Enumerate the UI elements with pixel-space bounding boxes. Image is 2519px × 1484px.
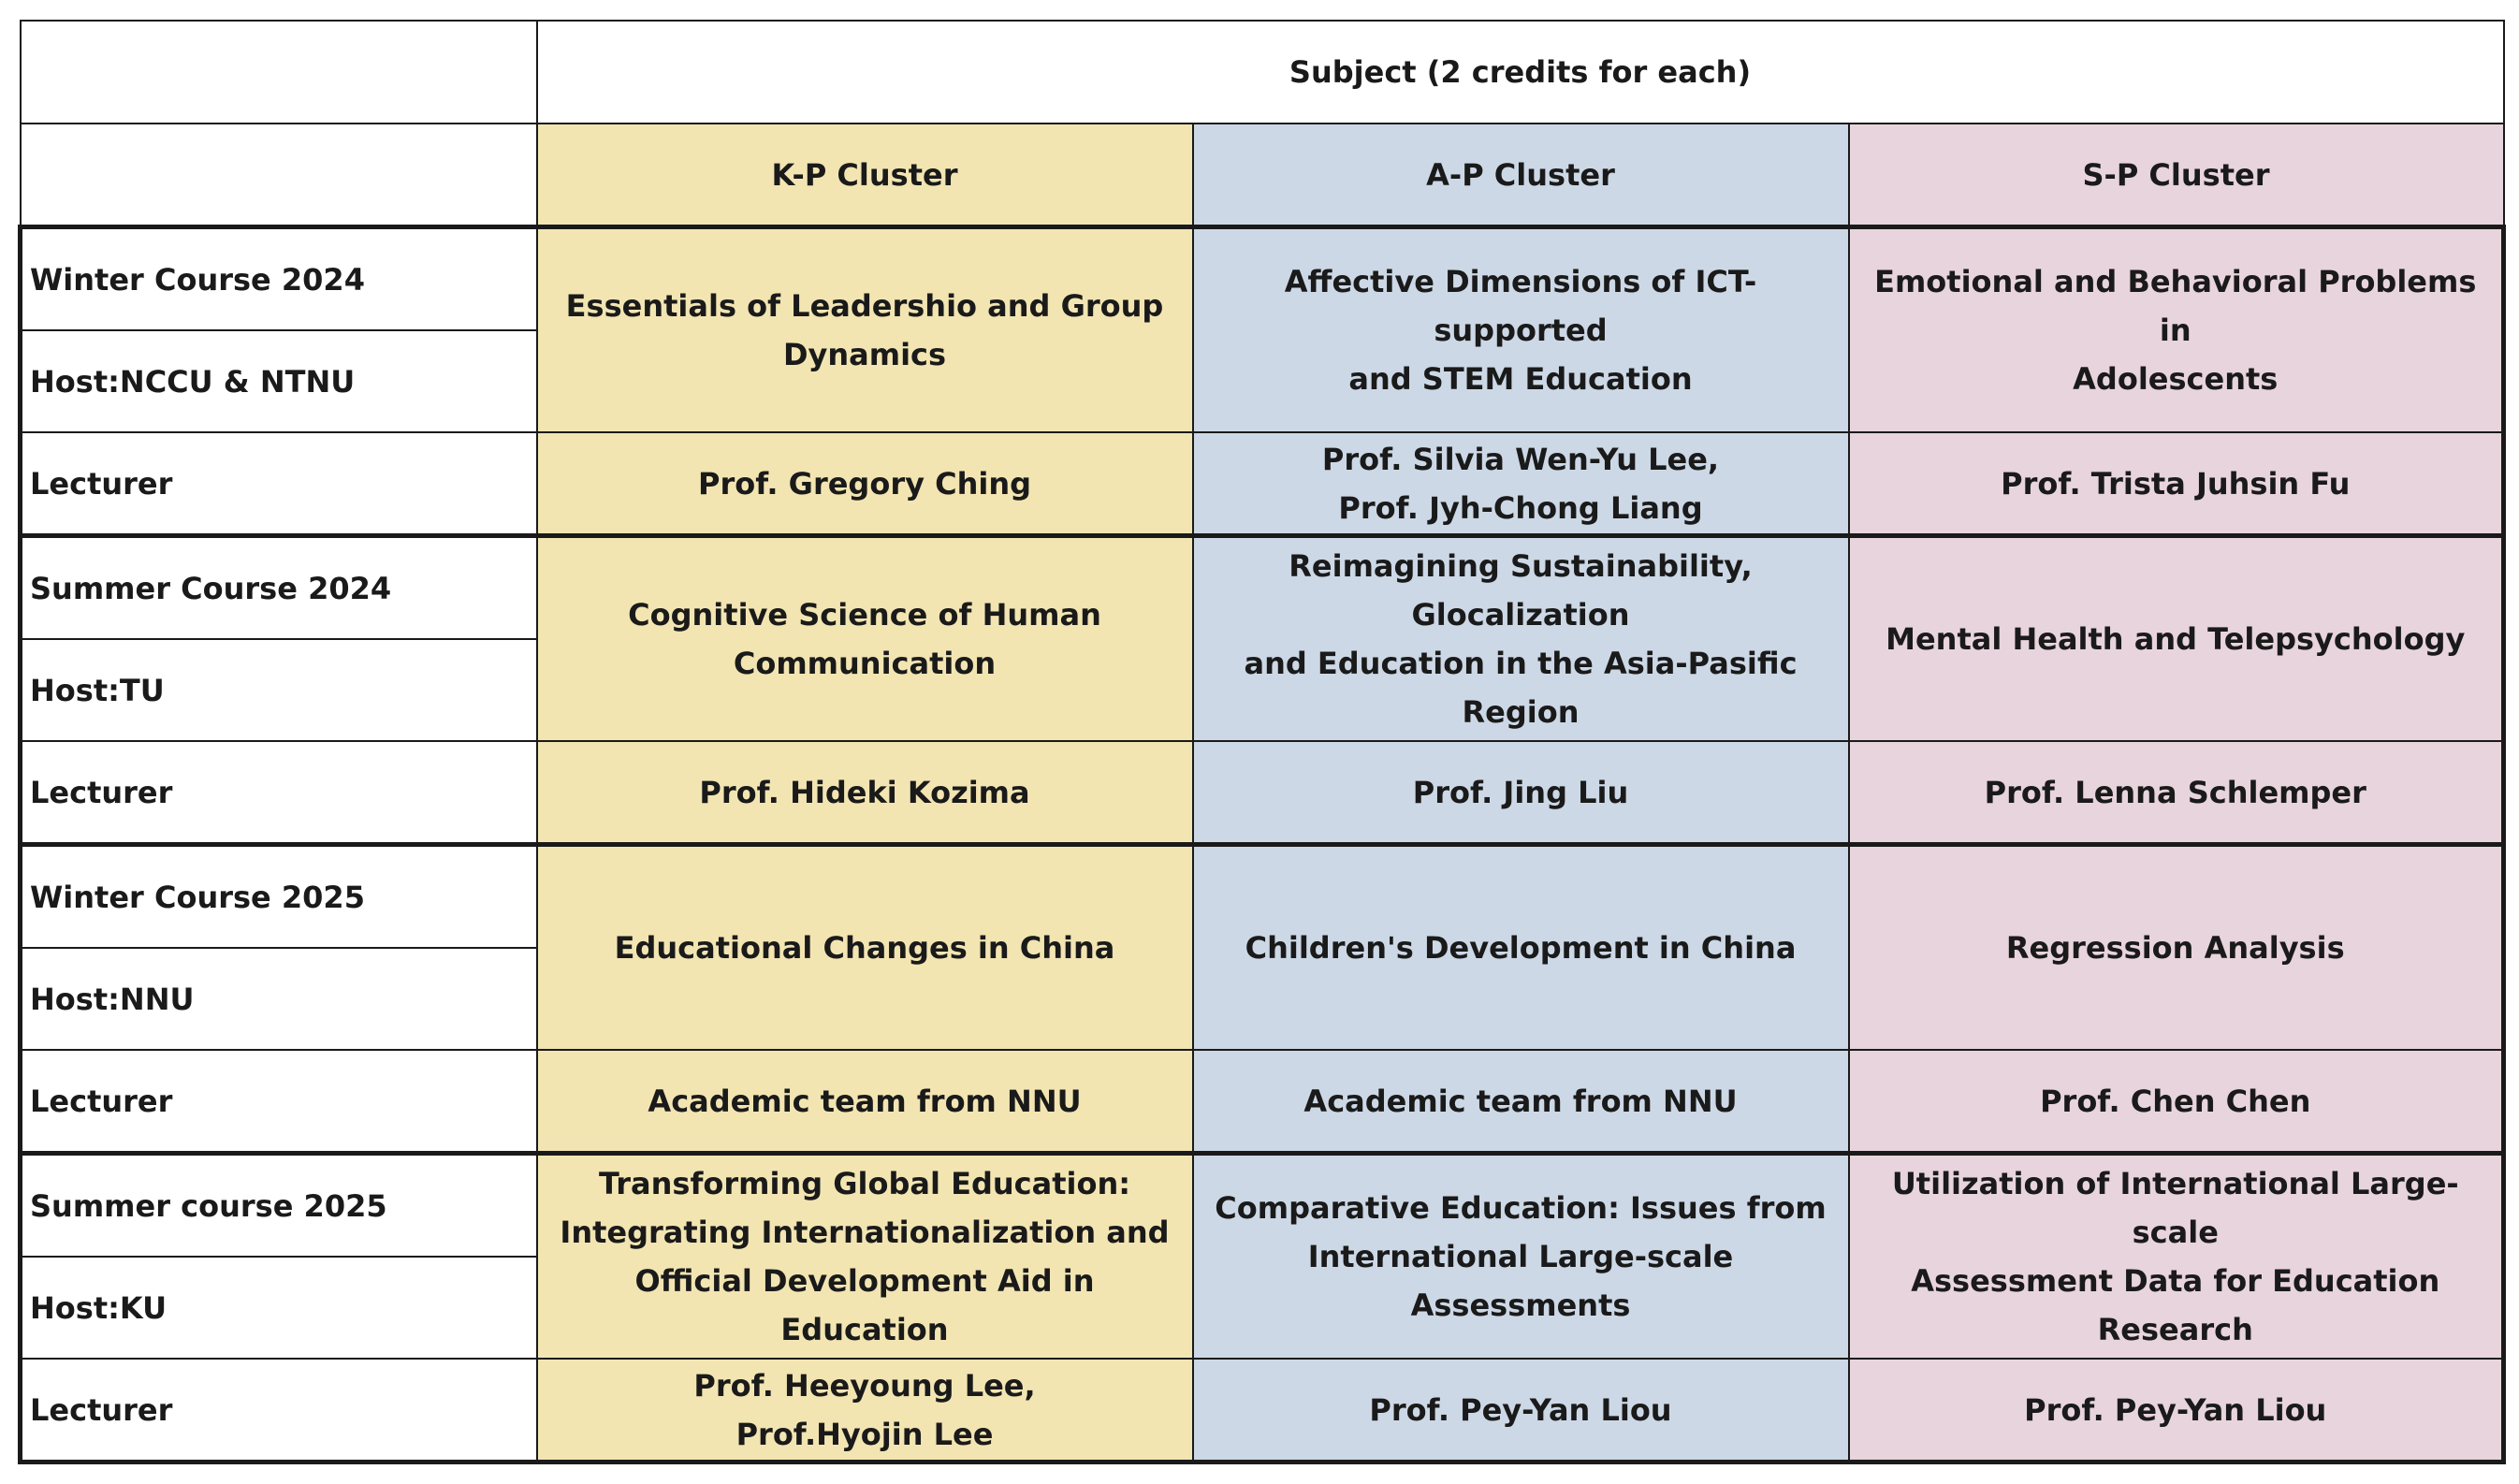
lecturer-row bbox=[21, 741, 2504, 845]
subject-header: Subject (2 credits for each) bbox=[537, 21, 2504, 124]
subject-cell-ap bbox=[1193, 1154, 1849, 1360]
lecturer-cell-sp-line: Prof. Chen Chen bbox=[2040, 1083, 2311, 1119]
lecturer-cell-ap-line: Prof. Pey-Yan Liou bbox=[1369, 1391, 1672, 1428]
subject-cell-kp bbox=[537, 1154, 1193, 1360]
subject-cell-kp bbox=[537, 227, 1193, 433]
subject-cell-ap-line: Comparative Education: Issues from bbox=[1215, 1190, 1827, 1226]
subject-cell-sp-line: Regression Analysis bbox=[2005, 930, 2345, 966]
lecturer-cell-kp-line: Prof. Gregory Ching bbox=[697, 465, 1032, 502]
lecturer-cell-sp-line: Prof. Pey-Yan Liou bbox=[2024, 1391, 2327, 1428]
subject-cell-kp-line: Essentials of Leadershio and Group bbox=[565, 288, 1164, 324]
subject-cell-ap bbox=[1193, 845, 1849, 1051]
lecturer-cell-sp bbox=[1849, 1359, 2504, 1462]
course-row bbox=[21, 227, 2504, 331]
course-row bbox=[21, 536, 2504, 640]
lecturer-cell-ap bbox=[1193, 1359, 1849, 1462]
lecturer-cell-ap-line: Prof. Jing Liu bbox=[1412, 774, 1629, 810]
lecturer-label: Lecturer bbox=[21, 741, 537, 845]
lecturer-cell-ap bbox=[1193, 432, 1849, 536]
lecturer-cell-sp-line: Prof. Trista Juhsin Fu bbox=[2001, 465, 2351, 502]
subject-cell-sp bbox=[1849, 1154, 2504, 1360]
host-name: Host:NNU bbox=[21, 948, 537, 1050]
subject-cell-sp bbox=[1849, 845, 2504, 1051]
header-row-clusters bbox=[21, 124, 2504, 227]
lecturer-cell-kp-line: Prof.Hyojin Lee bbox=[735, 1416, 994, 1452]
lecturer-label: Lecturer bbox=[21, 1359, 537, 1462]
lecturer-row bbox=[21, 1050, 2504, 1154]
course-name: Winter Course 2024 bbox=[21, 227, 537, 331]
subject-cell-sp-line: Adolescents bbox=[2073, 361, 2279, 397]
header-corner-cell-2 bbox=[21, 124, 537, 227]
cluster-header-kp: K-P Cluster bbox=[537, 124, 1193, 227]
lecturer-cell-ap-line: Prof. Silvia Wen-Yu Lee, bbox=[1321, 441, 1720, 477]
subject-cell-sp-line: Utilization of International Large-scale bbox=[1891, 1166, 2459, 1250]
lecturer-cell-kp-line: Prof. Hideki Kozima bbox=[699, 774, 1030, 810]
subject-cell-ap-line: Children's Development in China bbox=[1245, 930, 1797, 966]
lecturer-cell-kp bbox=[537, 741, 1193, 845]
lecturer-cell-ap-line: Academic team from NNU bbox=[1303, 1083, 1738, 1119]
lecturer-cell-sp bbox=[1849, 432, 2504, 536]
lecturer-cell-kp-line: Prof. Heeyoung Lee, bbox=[693, 1367, 1036, 1404]
subject-cell-kp-line: Integrating Internationalization and bbox=[560, 1215, 1170, 1250]
course-schedule-table bbox=[18, 20, 2506, 1464]
lecturer-row bbox=[21, 1359, 2504, 1462]
lecturer-cell-kp bbox=[537, 1050, 1193, 1154]
subject-cell-ap-line: Affective Dimensions of ICT-supported bbox=[1284, 264, 1757, 348]
subject-cell-ap-line: International Large-scale Assessments bbox=[1307, 1239, 1734, 1323]
lecturer-cell-ap bbox=[1193, 741, 1849, 845]
lecturer-cell-kp bbox=[537, 1359, 1193, 1462]
subject-cell-sp bbox=[1849, 536, 2504, 742]
subject-cell-ap-line: and Education in the Asia-Pasific Region bbox=[1244, 646, 1798, 730]
course-row bbox=[21, 1154, 2504, 1258]
subject-cell-ap-line: Reimagining Sustainability, Glocalization bbox=[1289, 548, 1753, 633]
subject-cell-sp-line: Emotional and Behavioral Problems in bbox=[1874, 264, 2477, 348]
lecturer-label: Lecturer bbox=[21, 1050, 537, 1154]
host-name: Host:TU bbox=[21, 639, 537, 741]
lecturer-cell-sp bbox=[1849, 741, 2504, 845]
course-name: Summer Course 2024 bbox=[21, 536, 537, 640]
course-name: Winter Course 2025 bbox=[21, 845, 537, 949]
subject-cell-sp-line: Mental Health and Telepsychology bbox=[1886, 621, 2466, 657]
subject-cell-kp bbox=[537, 845, 1193, 1051]
subject-cell-kp-line: Educational Changes in China bbox=[614, 930, 1115, 966]
lecturer-cell-ap-line: Prof. Jyh-Chong Liang bbox=[1338, 489, 1703, 526]
subject-cell-kp-line: Cognitive Science of Human bbox=[628, 597, 1101, 633]
lecturer-row bbox=[21, 432, 2504, 536]
subject-cell-kp-line: Communication bbox=[733, 646, 997, 681]
subject-cell-sp-line: Assessment Data for Education Research bbox=[1911, 1263, 2440, 1347]
lecturer-cell-kp bbox=[537, 432, 1193, 536]
course-row bbox=[21, 845, 2504, 949]
lecturer-cell-sp bbox=[1849, 1050, 2504, 1154]
subject-cell-ap bbox=[1193, 536, 1849, 742]
header-row-subject bbox=[21, 21, 2504, 124]
host-name: Host:KU bbox=[21, 1257, 537, 1359]
subject-cell-kp-line: Official Development Aid in Education bbox=[634, 1263, 1095, 1347]
cluster-header-sp: S-P Cluster bbox=[1849, 124, 2504, 227]
host-name: Host:NCCU & NTNU bbox=[21, 330, 537, 432]
lecturer-cell-sp-line: Prof. Lenna Schlemper bbox=[1984, 774, 2366, 810]
subject-cell-ap bbox=[1193, 227, 1849, 433]
subject-cell-kp bbox=[537, 536, 1193, 742]
subject-cell-sp bbox=[1849, 227, 2504, 433]
header-corner-cell bbox=[21, 21, 537, 124]
subject-cell-kp-line: Dynamics bbox=[782, 337, 947, 372]
subject-cell-kp-line: Transforming Global Education: bbox=[598, 1166, 1131, 1201]
lecturer-cell-kp-line: Academic team from NNU bbox=[648, 1083, 1082, 1119]
course-name: Summer course 2025 bbox=[21, 1154, 537, 1258]
subject-cell-ap-line: and STEM Education bbox=[1348, 361, 1693, 397]
lecturer-label: Lecturer bbox=[21, 432, 537, 536]
cluster-header-ap: A-P Cluster bbox=[1193, 124, 1849, 227]
lecturer-cell-ap bbox=[1193, 1050, 1849, 1154]
